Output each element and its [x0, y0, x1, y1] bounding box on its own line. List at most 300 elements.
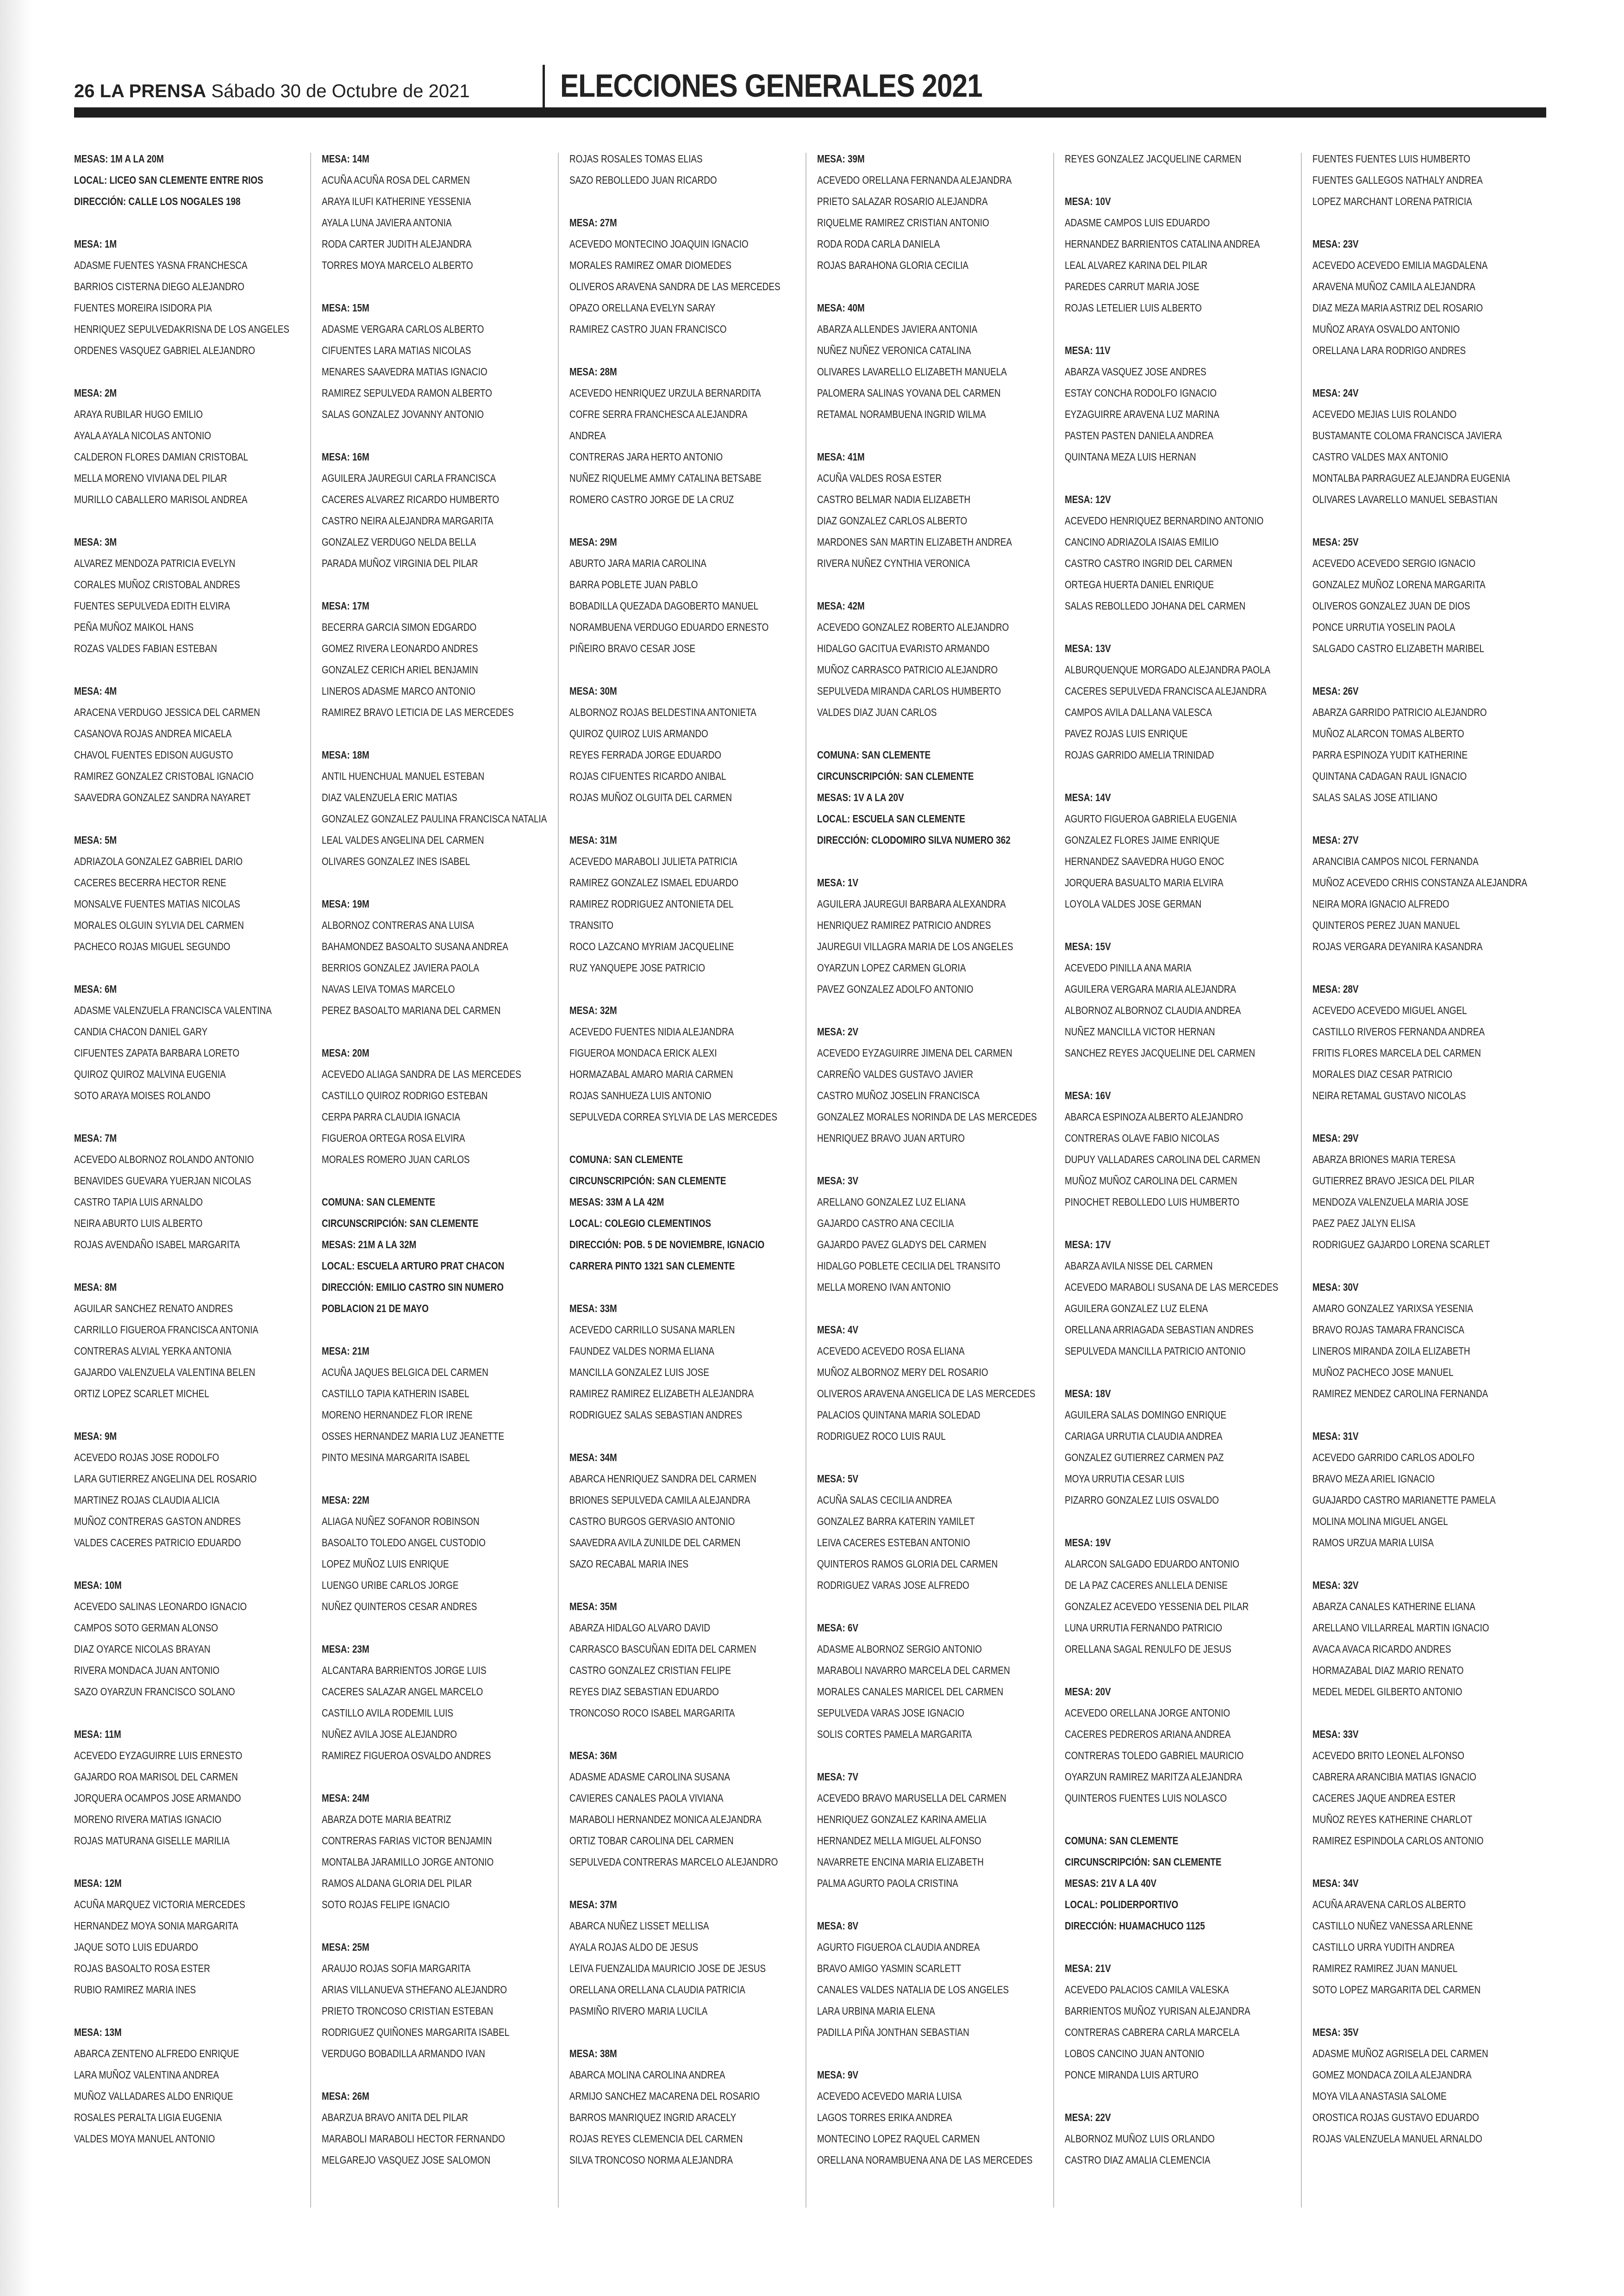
member-name: LARA MUÑOZ VALENTINA ANDREA — [74, 2069, 219, 2081]
member-name: COFRE SERRA FRANCHESCA ALEJANDRA — [569, 408, 748, 420]
mesa-block — [74, 148, 301, 212]
member-name: RAMIREZ SEPULVEDA RAMON ALBERTO — [322, 387, 492, 399]
mesa-block — [1065, 191, 1292, 318]
mesa-block — [1065, 936, 1292, 1064]
block-heading: MESA: 30V — [1312, 1281, 1359, 1293]
block-heading: MESA: 38M — [569, 2047, 617, 2060]
block-heading: MESA: 25V — [1312, 536, 1359, 548]
block-heading: MESA: 32V — [1312, 1579, 1359, 1591]
block-heading: MESA: 24V — [1312, 387, 1359, 399]
member-name: NUÑEZ QUINTEROS CESAR ANDRES — [322, 1600, 477, 1612]
mesa-block — [1065, 787, 1292, 915]
member-name: CASTRO VALDES MAX ANTONIO — [1312, 451, 1448, 463]
block-heading: MESA: 18M — [322, 749, 369, 761]
block-heading: MESA: 22M — [322, 1494, 369, 1506]
member-name: RAMOS ALDANA GLORIA DEL PILAR — [322, 1877, 472, 1889]
member-name: SEPULVEDA MIRANDA CARLOS HUMBERTO — [817, 685, 1001, 697]
member-name: CASTILLO QUIROZ RODRIGO ESTEBAN — [322, 1089, 488, 1101]
member-name: VALDES DIAZ JUAN CARLOS — [817, 706, 937, 718]
member-name: JORQUERA BASUALTO MARIA ELVIRA — [1065, 877, 1224, 889]
block-heading: LOCAL: POLIDERPORTIVO — [1065, 1898, 1179, 1910]
member-name: ARMIJO SANCHEZ MACARENA DEL ROSARIO — [569, 2090, 760, 2102]
block-heading: MESA: 6M — [74, 983, 117, 995]
member-name: QUIROZ QUIROZ LUIS ARMANDO — [569, 728, 708, 740]
member-name: PINOCHET REBOLLEDO LUIS HUMBERTO — [1065, 1196, 1240, 1208]
block-heading: MESA: 17V — [1065, 1238, 1111, 1251]
member-name: MELLA MORENO IVAN ANTONIO — [817, 1281, 951, 1293]
member-name: MOYA VILA ANASTASIA SALOME — [1312, 2090, 1447, 2102]
column-5 — [1065, 148, 1292, 2217]
member-name: RUZ YANQUEPE JOSE PATRICIO — [569, 962, 706, 974]
member-name: ABARCA HENRIQUEZ SANDRA DEL CARMEN — [569, 1473, 756, 1485]
member-name: NEIRA MORA IGNACIO ALFREDO — [1312, 898, 1449, 910]
block-heading: MESA: 28M — [569, 366, 617, 378]
member-name: OLIVEROS GONZALEZ JUAN DE DIOS — [1312, 600, 1470, 612]
block-heading: MESA: 24M — [322, 1792, 369, 1804]
member-name: MARDONES SAN MARTIN ELIZABETH ANDREA — [817, 536, 1012, 548]
block-heading: MESA: 5V — [817, 1473, 859, 1485]
block-heading: MESA: 2M — [74, 387, 117, 399]
member-name: ADASME ADASME CAROLINA SUSANA — [569, 1771, 730, 1783]
member-name: RODA RODA CARLA DANIELA — [817, 238, 940, 250]
block-heading: MESA: 42M — [817, 600, 865, 612]
mesa-block — [322, 1489, 549, 1617]
block-heading: MESA: 26V — [1312, 685, 1359, 697]
member-name: CASTRO NEIRA ALEJANDRA MARGARITA — [322, 515, 493, 527]
mesa-block — [1312, 531, 1539, 659]
member-name: RAMIREZ ESPINDOLA CARLOS ANTONIO — [1312, 1835, 1484, 1847]
member-name: ABARZA ALLENDES JAVIERA ANTONIA — [817, 323, 978, 335]
member-name: ADASME FUENTES YASNA FRANCHESCA — [74, 259, 248, 271]
member-name: ACEVEDO ORELLANA FERNANDA ALEJANDRA — [817, 174, 1012, 186]
member-name: DIAZ OYARCE NICOLAS BRAYAN — [74, 1643, 211, 1655]
member-name: PALMA AGURTO PAOLA CRISTINA — [817, 1877, 958, 1889]
member-name: HORMAZABAL DIAZ MARIO RENATO — [1312, 1664, 1464, 1676]
member-name: TORRES MOYA MARCELO ALBERTO — [322, 259, 473, 271]
member-name: BECERRA GARCIA SIMON EDGARDO — [322, 621, 477, 633]
member-name: ADASME MUÑOZ AGRISELA DEL CARMEN — [1312, 2047, 1488, 2060]
member-name: TRANSITO — [569, 919, 614, 931]
block-heading: CIRCUNSCRIPCIÓN: SAN CLEMENTE — [322, 1217, 479, 1229]
member-name: CANDIA CHACON DANIEL GARY — [74, 1026, 208, 1038]
mesa-block — [1065, 1830, 1292, 1936]
member-name: ANDREA — [569, 429, 606, 442]
member-name: ACEVEDO ACEVEDO EMILIA MAGDALENA — [1312, 259, 1488, 271]
member-name: SEPULVEDA CONTRERAS MARCELO ALEJANDRO — [569, 1856, 778, 1868]
member-name: BUSTAMANTE COLOMA FRANCISCA JAVIERA — [1312, 429, 1502, 442]
member-name: ROSALES PERALTA LIGIA EUGENIA — [74, 2111, 222, 2123]
member-name: ORELLANA ARRIAGADA SEBASTIAN ANDRES — [1065, 1324, 1254, 1336]
member-name: ARAYA ILUFI KATHERINE YESSENIA — [322, 195, 471, 207]
member-name: VALDES MOYA MANUEL ANTONIO — [74, 2133, 215, 2145]
mesa-block — [1065, 2107, 1292, 2171]
mesa-block — [74, 1574, 301, 1702]
mesa-block — [1065, 1234, 1292, 1362]
member-name: CASTRO DIAZ AMALIA CLEMENCIA — [1065, 2154, 1211, 2166]
member-name: BAHAMONDEZ BASOALTO SUSANA ANDREA — [322, 940, 508, 952]
block-heading: MESA: 18V — [1065, 1388, 1111, 1400]
member-name: ORTEGA HUERTA DANIEL ENRIQUE — [1065, 579, 1214, 591]
block-heading: MESA: 11M — [74, 1728, 121, 1740]
mesa-block — [817, 1021, 1044, 1149]
member-name: LINEROS MIRANDA ZOILA ELIZABETH — [1312, 1345, 1470, 1357]
member-name: CACERES ALVAREZ RICARDO HUMBERTO — [322, 493, 500, 505]
member-name: RAMIREZ GONZALEZ CRISTOBAL IGNACIO — [74, 770, 254, 782]
member-name: BARROS MANRIQUEZ INGRID ARACELY — [569, 2111, 737, 2123]
member-name: ACEVEDO GONZALEZ ROBERTO ALEJANDRO — [817, 621, 1009, 633]
member-name: ARAVENA MUÑOZ CAMILA ALEJANDRA — [1312, 280, 1475, 292]
member-name: FUENTES FUENTES LUIS HUMBERTO — [1312, 153, 1470, 165]
member-name: CASTILLO RIVEROS FERNANDA ANDREA — [1312, 1026, 1485, 1038]
member-name: ABARZA BRIONES MARIA TERESA — [1312, 1153, 1455, 1165]
member-name: SILVA TRONCOSO NORMA ALEJANDRA — [569, 2154, 733, 2166]
member-name: CABRERA ARANCIBIA MATIAS IGNACIO — [1312, 1771, 1476, 1783]
member-name: QUINTEROS RAMOS GLORIA DEL CARMEN — [817, 1558, 998, 1570]
block-heading: MESA: 35V — [1312, 2026, 1359, 2038]
member-name: ALARCON SALGADO EDUARDO ANTONIO — [1065, 1558, 1239, 1570]
column-divider — [1301, 153, 1302, 2208]
block-heading: MESA: 10V — [1065, 195, 1111, 207]
member-name: LARA GUTIERREZ ANGELINA DEL ROSARIO — [74, 1473, 257, 1485]
member-name: RODRIGUEZ ROCO LUIS RAUL — [817, 1430, 946, 1442]
member-name: CERPA PARRA CLAUDIA IGNACIA — [322, 1111, 461, 1123]
member-name: HIDALGO POBLETE CECILIA DEL TRANSITO — [817, 1260, 1000, 1272]
member-name: MEDEL MEDEL GILBERTO ANTONIO — [1312, 1686, 1462, 1698]
member-name: MUÑOZ CONTRERAS GASTON ANDRES — [74, 1515, 241, 1527]
member-name: ACEVEDO SALINAS LEONARDO IGNACIO — [74, 1600, 247, 1612]
mesa-block — [74, 1873, 301, 2000]
member-name: OSSES HERNANDEZ MARIA LUZ JEANETTE — [322, 1430, 505, 1442]
member-name: RODRIGUEZ GAJARDO LORENA SCARLET — [1312, 1238, 1490, 1251]
block-heading: MESA: 2V — [817, 1026, 859, 1038]
member-name: GAJARDO CASTRO ANA CECILIA — [817, 1217, 954, 1229]
member-name: JAQUE SOTO LUIS EDUARDO — [74, 1941, 198, 1953]
member-name: CONTRERAS FARIAS VICTOR BENJAMIN — [322, 1835, 492, 1847]
member-name: RAMIREZ CASTRO JUAN FRANCISCO — [569, 323, 727, 335]
member-name: OYARZUN LOPEZ CARMEN GLORIA — [817, 962, 966, 974]
member-name: MORENO HERNANDEZ FLOR IRENE — [322, 1409, 473, 1421]
member-name: PAREDES CARRUT MARIA JOSE — [1065, 280, 1199, 292]
mesa-block — [817, 1766, 1044, 1894]
mesa-block — [74, 531, 301, 659]
member-name: ARANCIBIA CAMPOS NICOL FERNANDA — [1312, 855, 1479, 867]
member-name: LOPEZ MARCHANT LORENA PATRICIA — [1312, 195, 1472, 207]
member-name: SEPULVEDA CORREA SYLVIA DE LAS MERCEDES — [569, 1111, 777, 1123]
member-name: ESTAY CONCHA RODOLFO IGNACIO — [1065, 387, 1217, 399]
member-name: GONZALEZ BARRA KATERIN YAMILET — [817, 1515, 975, 1527]
member-name: ALVAREZ MENDOZA PATRICIA EVELYN — [74, 557, 236, 569]
member-name: BARRA POBLETE JUAN PABLO — [569, 579, 698, 591]
mesa-block — [817, 297, 1044, 425]
member-name: ORELLANA SAGAL RENULFO DE JESUS — [1065, 1643, 1231, 1655]
block-heading: CIRCUNSCRIPCIÓN: SAN CLEMENTE — [817, 770, 974, 782]
member-name: ABARCA ESPINOZA ALBERTO ALEJANDRO — [1065, 1111, 1243, 1123]
member-name: MURILLO CABALLERO MARISOL ANDREA — [74, 493, 248, 505]
mesa-block — [1065, 340, 1292, 467]
mesa-block — [1312, 1276, 1539, 1404]
member-name: PINTO MESINA MARGARITA ISABEL — [322, 1451, 470, 1463]
member-name: CARIAGA URRUTIA CLAUDIA ANDREA — [1065, 1430, 1223, 1442]
member-name: CASTILLO AVILA RODEMIL LUIS — [322, 1707, 454, 1719]
block-heading: MESA: 33M — [569, 1302, 617, 1314]
member-name: OYARZUN RAMIREZ MARITZA ALEJANDRA — [1065, 1771, 1243, 1783]
mesa-block — [569, 1298, 796, 1425]
member-name: OROSTICA ROJAS GUSTAVO EDUARDO — [1312, 2111, 1479, 2123]
member-name: SEPULVEDA MANCILLA PATRICIO ANTONIO — [1065, 1345, 1246, 1357]
member-name: RUBIO RAMIREZ MARIA INES — [74, 1984, 196, 1996]
member-name: ACEVEDO ROJAS JOSE RODOLFO — [74, 1451, 219, 1463]
mesa-block — [74, 1276, 301, 1404]
member-name: ALBORNOZ ALBORNOZ CLAUDIA ANDREA — [1065, 1004, 1241, 1016]
member-name: PRIETO TRONCOSO CRISTIAN ESTEBAN — [322, 2005, 493, 2017]
member-name: ACEVEDO GARRIDO CARLOS ADOLFO — [1312, 1451, 1475, 1463]
member-name: CONTRERAS TOLEDO GABRIEL MAURICIO — [1065, 1749, 1244, 1761]
member-name: MORALES OLGUIN SYLVIA DEL CARMEN — [74, 919, 244, 931]
block-heading: MESA: 11V — [1065, 344, 1111, 356]
member-name: PRIETO SALAZAR ROSARIO ALEJANDRA — [817, 195, 988, 207]
member-name: CASTILLO URRA YUDITH ANDREA — [1312, 1941, 1455, 1953]
member-name: BRIONES SEPULVEDA CAMILA ALEJANDRA — [569, 1494, 750, 1506]
mesa-block — [1312, 1873, 1539, 2000]
member-name: CASTRO MUÑOZ JOSELIN FRANCISCA — [817, 1089, 980, 1101]
member-name: QUINTEROS FUENTES LUIS NOLASCO — [1065, 1792, 1227, 1804]
member-name: PALOMERA SALINAS YOVANA DEL CARMEN — [817, 387, 1001, 399]
member-name: MUÑOZ ACEVEDO CRHIS CONSTANZA ALEJANDRA — [1312, 877, 1527, 889]
block-heading: MESAS: 1V A LA 20V — [817, 791, 904, 803]
member-name: PEÑA MUÑOZ MAIKOL HANS — [74, 621, 194, 633]
member-name: LEIVA FUENZALIDA MAURICIO JOSE DE JESUS — [569, 1962, 766, 1974]
member-name: PADILLA PIÑA JONTHAN SEBASTIAN — [817, 2026, 969, 2038]
member-name: ROJAS CIFUENTES RICARDO ANIBAL — [569, 770, 726, 782]
mesa-block — [1065, 1958, 1292, 2085]
block-heading: CIRCUNSCRIPCIÓN: SAN CLEMENTE — [1065, 1856, 1222, 1868]
mesa-block — [74, 978, 301, 1106]
block-heading: MESA: 13V — [1065, 642, 1111, 654]
member-name: BASOALTO TOLEDO ANGEL CUSTODIO — [322, 1537, 486, 1549]
member-name: ADRIAZOLA GONZALEZ GABRIEL DARIO — [74, 855, 243, 867]
member-name: QUINTEROS PEREZ JUAN MANUEL — [1312, 919, 1460, 931]
member-name: AGUILAR SANCHEZ RENATO ANDRES — [74, 1302, 233, 1314]
block-heading: MESA: 34V — [1312, 1877, 1359, 1889]
mesa-block — [322, 1340, 549, 1468]
member-name: MUÑOZ REYES KATHERINE CHARLOT — [1312, 1813, 1473, 1825]
mesa-block — [569, 361, 796, 510]
member-name: GAJARDO VALENZUELA VALENTINA BELEN — [74, 1366, 256, 1378]
member-name: RAMOS URZUA MARIA LUISA — [1312, 1537, 1434, 1549]
mesa-block — [74, 233, 301, 361]
member-name: OLIVARES LAVARELLO ELIZABETH MANUELA — [817, 366, 1007, 378]
member-name: ALBORNOZ ROJAS BELDESTINA ANTONIETA — [569, 706, 756, 718]
member-name: NUÑEZ MANCILLA VICTOR HERNAN — [1065, 1026, 1215, 1038]
member-name: ACEVEDO MARABOLI SUSANA DE LAS MERCEDES — [1065, 1281, 1279, 1293]
member-name: CAMPOS AVILA DALLANA VALESCA — [1065, 706, 1212, 718]
block-heading: MESA: 13M — [74, 2026, 122, 2038]
member-name: RAMIREZ FIGUEROA OSVALDO ANDRES — [322, 1749, 491, 1761]
block-heading: LOCAL: ESCUELA SAN CLEMENTE — [817, 813, 965, 825]
member-name: MONTALBA PARRAGUEZ ALEJANDRA EUGENIA — [1312, 472, 1510, 484]
member-name: ROJAS MATURANA GISELLE MARILIA — [74, 1835, 230, 1847]
member-name: FUENTES SEPULVEDA EDITH ELVIRA — [74, 600, 230, 612]
mesa-block — [569, 212, 796, 340]
column-4 — [817, 148, 1044, 2217]
member-name: ALIAGA NUÑEZ SOFANOR ROBINSON — [322, 1515, 480, 1527]
member-name: ACEVEDO MONTECINO JOAQUIN IGNACIO — [569, 238, 749, 250]
member-name: CHAVOL FUENTES EDISON AUGUSTO — [74, 749, 233, 761]
block-heading: COMUNA: SAN CLEMENTE — [569, 1153, 683, 1165]
block-heading: MESA: 16M — [322, 451, 369, 463]
block-heading: CIRCUNSCRIPCIÓN: SAN CLEMENTE — [569, 1175, 726, 1187]
member-name: CORALES MUÑOZ CRISTOBAL ANDRES — [74, 579, 240, 591]
block-heading: MESA: 12V — [1065, 493, 1111, 505]
member-name: ACUÑA ACUÑA ROSA DEL CARMEN — [322, 174, 470, 186]
member-name: ACEVEDO PALACIOS CAMILA VALESKA — [1065, 1984, 1229, 1996]
member-name: ROJAS AVENDAÑO ISABEL MARGARITA — [74, 1238, 240, 1251]
block-heading: MESA: 6V — [817, 1622, 859, 1634]
mesa-block — [569, 1745, 796, 1873]
member-name: SAAVEDRA AVILA ZUNILDE DEL CARMEN — [569, 1537, 741, 1549]
mesa-block — [569, 680, 796, 808]
member-name: VALDES CACERES PATRICIO EDUARDO — [74, 1537, 241, 1549]
member-name: PARADA MUÑOZ VIRGINIA DEL PILAR — [322, 557, 478, 569]
block-heading: CARRERA PINTO 1321 SAN CLEMENTE — [569, 1260, 735, 1272]
mesa-block — [817, 148, 1044, 276]
column-3 — [569, 148, 796, 2217]
member-name: JORQUERA OCAMPOS JOSE ARMANDO — [74, 1792, 241, 1804]
member-name: RAMIREZ RODRIGUEZ ANTONIETA DEL — [569, 898, 734, 910]
member-name: ABARZA AVILA NISSE DEL CARMEN — [1065, 1260, 1213, 1272]
member-name: ACEVEDO MARABOLI JULIETA PATRICIA — [569, 855, 737, 867]
member-name: CALDERON FLORES DAMIAN CRISTOBAL — [74, 451, 248, 463]
mesa-block — [817, 1468, 1044, 1596]
member-name: GOMEZ RIVERA LEONARDO ANDRES — [322, 642, 478, 654]
member-name: CASANOVA ROJAS ANDREA MICAELA — [74, 728, 232, 740]
member-name: QUINTANA MEZA LUIS HERNAN — [1065, 451, 1196, 463]
block-heading: MESA: 19V — [1065, 1537, 1111, 1549]
mesa-block — [1312, 382, 1539, 510]
member-name: RIVERA NUÑEZ CYNTHIA VERONICA — [817, 557, 970, 569]
member-name: FIGUEROA MONDACA ERICK ALEXI — [569, 1047, 717, 1059]
member-name: AVACA AVACA RICARDO ANDRES — [1312, 1643, 1451, 1655]
member-name: ROJAS BARAHONA GLORIA CECILIA — [817, 259, 969, 271]
member-name: MORALES DIAZ CESAR PATRICIO — [1312, 1068, 1453, 1080]
block-heading: MESA: 29V — [1312, 1132, 1359, 1144]
member-name: CASTRO GONZALEZ CRISTIAN FELIPE — [569, 1664, 731, 1676]
member-name: ROJAS LETELIER LUIS ALBERTO — [1065, 302, 1202, 314]
member-name: LARA URBINA MARIA ELENA — [817, 2005, 935, 2017]
block-heading: MESA: 7M — [74, 1132, 117, 1144]
member-name: AMARO GONZALEZ YARIXSA YESENIA — [1312, 1302, 1473, 1314]
member-name: LUNA URRUTIA FERNANDO PATRICIO — [1065, 1622, 1222, 1634]
block-heading: LOCAL: ESCUELA ARTURO PRAT CHACON — [322, 1260, 505, 1272]
mesa-block — [1312, 1127, 1539, 1255]
block-heading: MESA: 25M — [322, 1941, 369, 1953]
member-name: ROJAS BASOALTO ROSA ESTER — [74, 1962, 210, 1974]
mesa-block — [569, 1149, 796, 1276]
member-name: RIQUELME RAMIREZ CRISTIAN ANTONIO — [817, 217, 989, 229]
member-name: PACHECO ROJAS MIGUEL SEGUNDO — [74, 940, 231, 952]
block-heading: MESA: 16V — [1065, 1089, 1111, 1101]
member-name: MARABOLI MARABOLI HECTOR FERNANDO — [322, 2133, 505, 2145]
member-name: SALAS SALAS JOSE ATILIANO — [1312, 791, 1438, 803]
member-name: AYALA AYALA NICOLAS ANTONIO — [74, 429, 211, 442]
member-name: AYALA ROJAS ALDO DE JESUS — [569, 1941, 699, 1953]
member-name: PIÑEIRO BRAVO CESAR JOSE — [569, 642, 696, 654]
member-name: ROMERO CASTRO JORGE DE LA CRUZ — [569, 493, 734, 505]
block-heading: DIRECCIÓN: CALLE LOS NOGALES 198 — [74, 195, 241, 207]
member-name: QUIROZ QUIROZ MALVINA EUGENIA — [74, 1068, 226, 1080]
block-heading: MESA: 30M — [569, 685, 617, 697]
member-name: NUÑEZ AVILA JOSE ALEJANDRO — [322, 1728, 457, 1740]
block-heading: MESA: 7V — [817, 1771, 859, 1783]
mesa-block — [74, 1425, 301, 1553]
member-name: LAGOS TORRES ERIKA ANDREA — [817, 2111, 952, 2123]
member-name: ROJAS ROSALES TOMAS ELIAS — [569, 153, 703, 165]
mesa-block — [322, 297, 549, 425]
block-heading: COMUNA: SAN CLEMENTE — [817, 749, 931, 761]
mesa-block — [74, 829, 301, 957]
block-heading: MESA: 21V — [1065, 1962, 1111, 1974]
member-name: SAZO RECABAL MARIA INES — [569, 1558, 689, 1570]
block-heading: DIRECCIÓN: POB. 5 DE NOVIEMBRE, IGNACIO — [569, 1238, 765, 1251]
member-name: HIDALGO GACITUA EVARISTO ARMANDO — [817, 642, 990, 654]
member-name: NEIRA RETAMAL GUSTAVO NICOLAS — [1312, 1089, 1466, 1101]
member-name: SOTO LOPEZ MARGARITA DEL CARMEN — [1312, 1984, 1481, 1996]
column-6 — [1312, 148, 1539, 2217]
member-name: BOBADILLA QUEZADA DAGOBERTO MANUEL — [569, 600, 759, 612]
mesa-block — [1065, 489, 1292, 616]
member-name: CASTILLO TAPIA KATHERIN ISABEL — [322, 1388, 469, 1400]
block-heading: MESA: 14M — [322, 153, 369, 165]
block-heading: MESA: 23V — [1312, 238, 1359, 250]
block-heading: DIRECCIÓN: CLODOMIRO SILVA NUMERO 362 — [817, 834, 1011, 846]
member-name: HENRIQUEZ SEPULVEDAKRISNA DE LOS ANGELES — [74, 323, 290, 335]
member-name: AYALA LUNA JAVIERA ANTONIA — [322, 217, 452, 229]
member-name: ACEVEDO FUENTES NIDIA ALEJANDRA — [569, 1026, 734, 1038]
member-name: CAVIERES CANALES PAOLA VIVIANA — [569, 1792, 724, 1804]
member-name: PONCE URRUTIA YOSELIN PAOLA — [1312, 621, 1455, 633]
mesa-block — [569, 829, 796, 978]
member-name: ABARZA HIDALGO ALVARO DAVID — [569, 1622, 710, 1634]
member-name: RAMIREZ RAMIREZ ELIZABETH ALEJANDRA — [569, 1388, 754, 1400]
member-name: AGUILERA GONZALEZ LUZ ELENA — [1065, 1302, 1208, 1314]
member-name: GONZALEZ GUTIERREZ CARMEN PAZ — [1065, 1451, 1224, 1463]
member-name: CARRILLO FIGUEROA FRANCISCA ANTONIA — [74, 1324, 258, 1336]
mesa-block — [817, 446, 1044, 574]
member-name: DIAZ MEZA MARIA ASTRIZ DEL ROSARIO — [1312, 302, 1483, 314]
mesa-block — [1065, 1383, 1292, 1511]
member-name: ACEVEDO BRITO LEONEL ALFONSO — [1312, 1749, 1465, 1761]
member-name: ROJAS VALENZUELA MANUEL ARNALDO — [1312, 2133, 1482, 2145]
member-name: ABARZA CANALES KATHERINE ELIANA — [1312, 1600, 1475, 1612]
mesa-block — [322, 1638, 549, 1766]
issue-date: Sábado 30 de Octubre de 2021 — [211, 81, 470, 101]
block-heading: MESA: 1V — [817, 877, 859, 889]
member-name: ACEVEDO ACEVEDO ROSA ELIANA — [817, 1345, 965, 1357]
block-heading: MESAS: 21V A LA 40V — [1065, 1877, 1157, 1889]
member-name: CASTRO BURGOS GERVASIO ANTONIO — [569, 1515, 735, 1527]
page-number: 26 — [74, 81, 95, 101]
member-name: CACERES BECERRA HECTOR RENE — [74, 877, 226, 889]
member-name: CANALES VALDES NATALIA DE LOS ANGELES — [817, 1984, 1009, 1996]
member-name: MUÑOZ CARRASCO PATRICIO ALEJANDRO — [817, 664, 998, 676]
mesa-block — [569, 531, 796, 659]
member-name: ACEVEDO ACEVEDO MIGUEL ANGEL — [1312, 1004, 1467, 1016]
member-name: MARABOLI NAVARRO MARCELA DEL CARMEN — [817, 1664, 1010, 1676]
member-name: CANCINO ADRIAZOLA ISAIAS EMILIO — [1065, 536, 1219, 548]
member-name: ACEVEDO EYZAGUIRRE JIMENA DEL CARMEN — [817, 1047, 1012, 1059]
member-name: DIAZ VALENZUELA ERIC MATIAS — [322, 791, 457, 803]
member-name: MANCILLA GONZALEZ LUIS JOSE — [569, 1366, 709, 1378]
